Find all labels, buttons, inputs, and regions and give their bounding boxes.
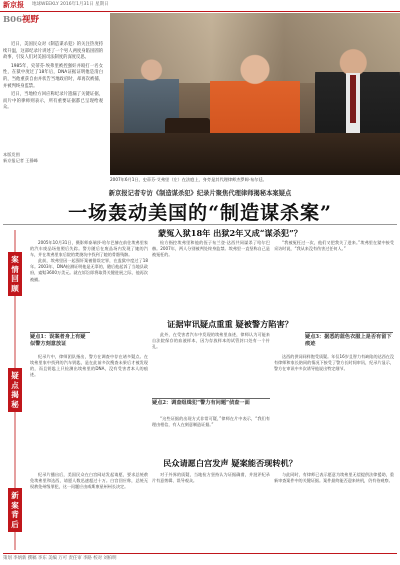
body-column <box>152 240 270 312</box>
body-column <box>152 416 270 446</box>
tab-case-review <box>8 252 22 296</box>
body-column <box>274 472 394 550</box>
footer-credits: 策划 李炳新 撰稿 李东 美编 万可 责任审 李路 校对 刘柏明 <box>3 556 117 561</box>
body-paragraph: 此前，埃弗里因一起强奸案被错误定罪，在监狱中度过了18年。2003年，DNA检测证明他是无辜的，随后他起诉了当地县政府，索赔3600万美元。就在诉讼即将取得关键进展之际，他再次被捕。 <box>30 258 148 282</box>
body-paragraph: “我被冤枉过一次，他们又把我关了进来。”埃弗里在狱中接受采访时说，“我从来没有伤害过任何人。” <box>274 240 394 252</box>
section-number: B06 <box>3 15 23 25</box>
body-column <box>274 354 394 444</box>
body-paragraph: 此外，在受害者汽车中发现的埃弗里血迹，律师认为可能来自法院保存的血液样本，因为存放样本的试管封口处有一个针孔。 <box>152 332 270 350</box>
photo-credit-line: 本版发图 <box>3 152 20 157</box>
body-paragraph: “这些证据的出现方式非常可疑，”律师在片中表示，“我们有理由相信，有人在刻意制造证据。” <box>152 416 270 428</box>
body-column <box>152 332 270 392</box>
tab-behind-the-case <box>8 488 22 532</box>
body-paragraph: 纪录片中，律师团队指出，警方在调查中存在诸多疑点。在埃弗里家中找到的汽车钥匙，是在此前多次搜查未果后才被发现的，而且钥匙上只检测出埃弗里的DNA，没有受害者本人的痕迹。 <box>30 354 148 378</box>
headline-rule <box>3 224 397 225</box>
body-paragraph: 达西的供词同样饱受质疑。年仅16岁且智力有缺陷的达西在没有律师和家长陪同的情况下接受了警方长时间审讯，纪录片显示，警方在审讯中多次诱导他说出特定细节。 <box>274 354 394 372</box>
body-paragraph: 与此同时，有律师已表示愿意为埃弗里无偿提供法律援助，重新审查案件中的关键证据。案件最终能否迎来转机，仍有待观察。 <box>274 472 394 484</box>
photo-lawyer-tie <box>350 75 356 123</box>
masthead-brand: 新京报 <box>3 0 24 9</box>
tab-doubts <box>8 368 22 412</box>
footer-rule <box>3 553 397 554</box>
courtroom-photo <box>110 13 400 175</box>
subhead-case-review: 蒙冤入狱18年 出狱2年又成“谋杀犯”？ <box>158 228 302 238</box>
subhead-petition: 民众请愿白宫发声 疑案能否现转机？ <box>163 458 297 468</box>
photo-credit-line: 新京报记者 王静峰 <box>3 157 38 163</box>
pull-rule <box>152 398 270 399</box>
pull-quote: 疑点2：调查组缉犯“警力有问题”侦查一面 <box>152 400 250 406</box>
body-column <box>30 354 148 444</box>
photo-bench <box>110 133 400 175</box>
body-column <box>152 472 270 550</box>
tab-label: 疑点揭秘 <box>11 371 19 409</box>
photo-caption: 2007年6月1日，史蒂芬·艾弗里（左）在法庭上，身旁是其代理律师杰罗姆·布尔廷。 <box>110 177 267 182</box>
tab-label: 新案背后 <box>11 491 19 529</box>
body-column <box>30 240 148 312</box>
tab-label: 案情回顾 <box>11 255 19 293</box>
pull-quote: 疑点3：据悉的蓝色衣服上是否有留下痕迹 <box>305 334 392 348</box>
pull-rule <box>30 332 90 333</box>
masthead-edition: 地球WEEKLY 2016年1月31日 星期日 <box>32 2 109 7</box>
body-paragraph: 纪录片播出后，美国民众在白宫网站发起请愿，要求总统赦免埃弗里和达西，请愿人数迅速超过十万。白宫回应称，总统无权赦免州级罪犯，这一问题应由威斯康星州州长决定。 <box>30 472 148 490</box>
masthead <box>0 0 400 11</box>
section-label <box>3 13 39 25</box>
body-paragraph: 对于外界的质疑，当地检方坚持认为证据确凿，并批评纪录片有意剪辑、误导观众。 <box>152 472 270 484</box>
intro-paragraph: 近日，当地检方回应称纪录片遗漏了关键证据，而片中的律师则表示，所有重要证据都已呈现给观众。 <box>3 92 103 111</box>
intro-paragraph: 1985年，史蒂芬·埃弗里被控强奸并殴打一名女性，在狱中度过了18年后，DNA证据证明他是清白的，当他重获自由并状告当地政府时，却再次被捕，并被判终身监禁。 <box>3 63 103 89</box>
section-name: 视野 <box>22 15 40 25</box>
pull-quote: 疑点1：误案者身上有疑似警方刻意放证 <box>30 334 86 348</box>
kicker: 新京报记者专访《制造谋杀犯》纪录片聚焦代理律师揭秘本案疑点 <box>108 190 292 197</box>
body-column <box>30 472 148 550</box>
masthead-rule <box>0 11 400 12</box>
body-paragraph: 检方指控埃弗里和他的侄子布兰登·达西共同谋杀了哈尔巴赫。2007年，两人分别被判处终身监禁。埃弗里一直坚称自己是被冤枉的。 <box>152 240 270 258</box>
intro-text <box>3 42 103 114</box>
photo-credit <box>3 152 38 164</box>
body-paragraph: 2005年10月31日，摄影师泰瑞莎·哈尔巴赫在前往埃弗里家的汽车废品场拍照后失踪。警方随后在废品场内发现了她的汽车，并在埃弗里家后院的焚烧坑中找到了她的骨骼残骸。 <box>30 240 148 258</box>
headline: 一场轰动美国的“制造谋杀案” <box>68 202 332 224</box>
intro-paragraph: 近日，美国民众对《制造谋杀犯》的关注热度持续升温，这部纪录片讲述了一个男人两度身陷囹圄的故事，引发人们对美国司法制度的深度反思。 <box>3 42 103 61</box>
body-column <box>274 240 394 312</box>
pull-rule <box>305 332 393 333</box>
subhead-evidence: 证据审讯疑点重重 疑被警方陷害？ <box>167 319 293 329</box>
